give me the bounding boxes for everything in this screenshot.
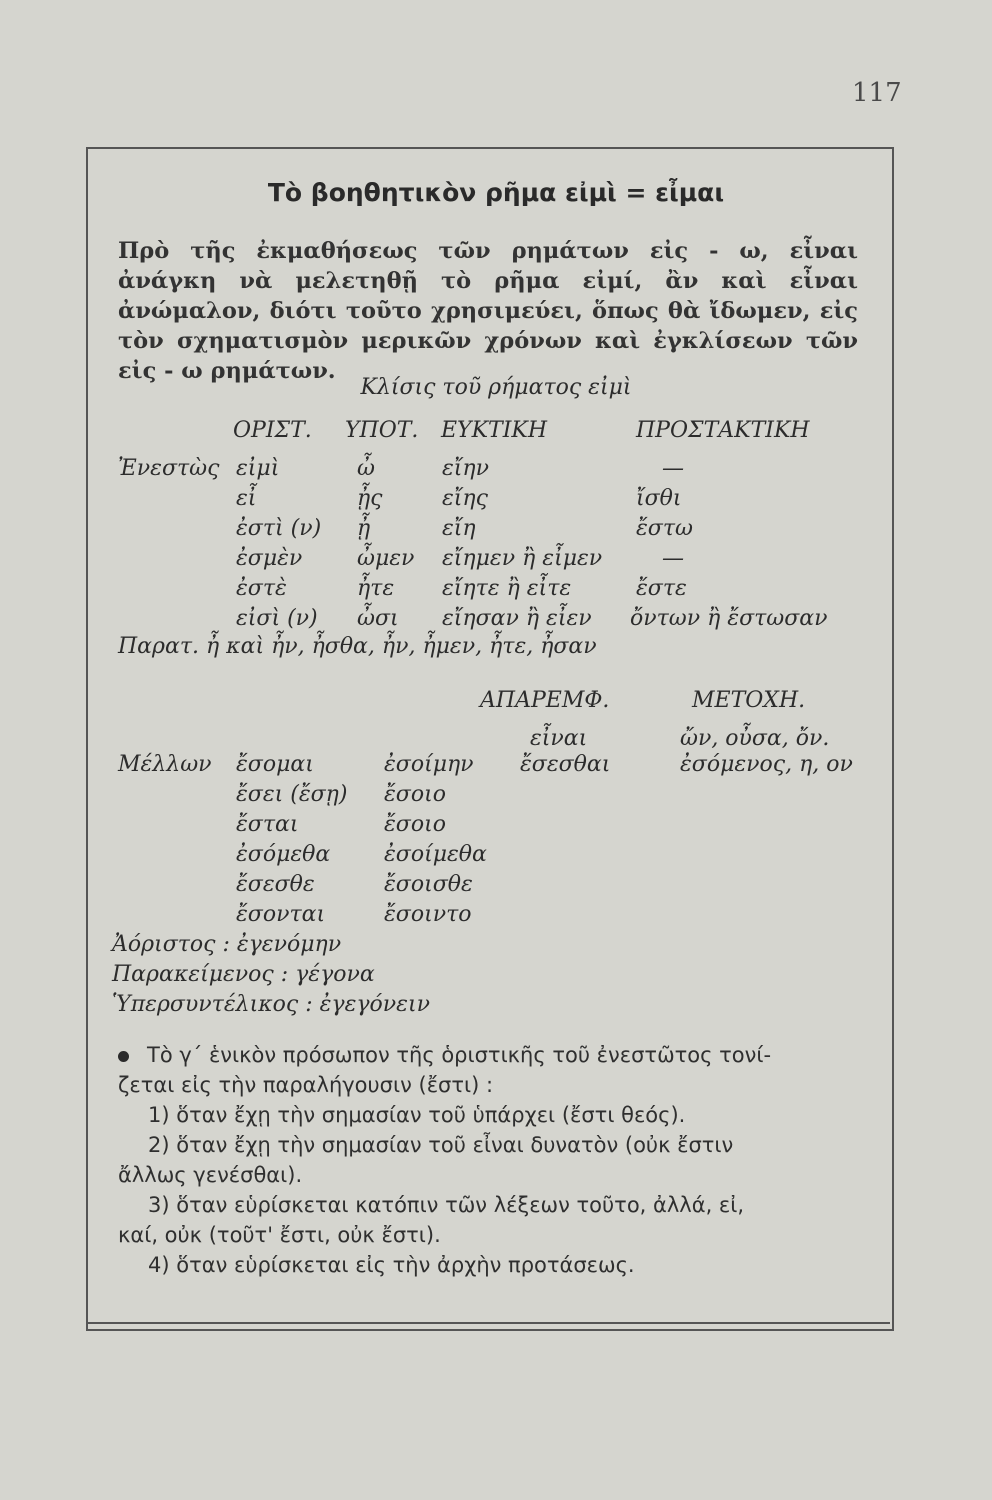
present-prost-1: — (662, 456, 684, 481)
note-rule-2: 2) ὅταν ἔχῃ τὴν σημασίαν τοῦ εἶναι δυνατὸν (οὐκ ἔστιν (148, 1133, 734, 1157)
present-prost-6: ὄντων ἢ ἔστωσαν (630, 606, 828, 631)
present-orist-5: ἐστὲ (236, 576, 287, 601)
note-rule-4: 4) ὅταν εὑρίσκεται εἰς τὴν ἀρχὴν προτάσεως. (148, 1253, 635, 1277)
present-prost-3: ἔστω (636, 516, 693, 541)
present-ypot-1: ὦ (357, 456, 375, 481)
present-ypot-4: ὦμεν (357, 546, 415, 571)
present-label: Ἐνεστὼς (118, 456, 220, 481)
present-ypot-5: ἦτε (357, 576, 395, 601)
note-text-1: Τὸ γ΄ ἑνικὸν πρόσωπον τῆς ὁριστικῆς τοῦ ἐνεστῶτος τονί- (147, 1043, 772, 1067)
future-orist-1: ἔσομαι (236, 752, 314, 777)
future-euk-3: ἔσοιο (384, 812, 446, 837)
future-orist-2: ἔσει (ἔσῃ) (236, 782, 348, 807)
present-euk-3: εἴη (442, 516, 476, 541)
future-euk-1: ἐσοίμην (384, 752, 474, 777)
present-euk-2: εἴης (442, 486, 488, 511)
note-rule-2-cont: ἄλλως γενέσθαι). (118, 1163, 303, 1187)
present-orist-1: εἰμὶ (236, 456, 280, 481)
note-rule-3-cont: καί, οὐκ (τοῦτ' ἔστι, οὐκ ἔστι). (118, 1223, 441, 1247)
present-orist-4: ἐσμὲν (236, 546, 303, 571)
future-orist-6: ἔσονται (236, 902, 326, 927)
present-prost-2: ἴσθι (636, 486, 682, 511)
present-prost-5: ἔστε (636, 576, 687, 601)
imperfect-label: Παρατ. (118, 634, 199, 659)
imperfect-forms: ἦ καὶ ἦν, ἦσθα, ἦν, ἦμεν, ἦτε, ἦσαν (206, 634, 597, 659)
perfect-line: Παρακείμενος : γέγονα (112, 962, 375, 987)
future-label: Μέλλων (118, 752, 212, 777)
future-euk-6: ἔσοιντο (384, 902, 472, 927)
present-euk-1: εἴην (442, 456, 489, 481)
header-ypotaktiki: ΥΠΟΤ. (345, 418, 419, 443)
bullet-icon (118, 1051, 129, 1062)
aorist-line: Ἀόριστος : ἐγενόμην (112, 932, 342, 957)
header-prostaktiki: ΠΡΟΣΤΑΚΤΙΚΗ (636, 418, 810, 443)
present-euk-5: εἴητε ἢ εἶτε (442, 576, 572, 601)
present-euk-6: εἴησαν ἢ εἶεν (442, 606, 592, 631)
note-line-1 (118, 1040, 858, 1070)
future-orist-5: ἔσεσθε (236, 872, 315, 897)
future-euk-2: ἔσοιο (384, 782, 446, 807)
present-orist-2: εἶ (236, 486, 257, 511)
note-rule-1: 1) ὅταν ἔχῃ τὴν σημασίαν τοῦ ὑπάρχει (ἔστι θεός). (148, 1103, 686, 1127)
accent-notes (118, 1040, 858, 1280)
page-number: 117 (852, 78, 902, 108)
future-infinitive: ἔσεσθαι (520, 752, 611, 777)
present-participle: ὤν, οὖσα, ὄν. (680, 726, 830, 751)
header-oristiki: ΟΡΙΣΤ. (233, 418, 312, 443)
header-aparemfato: ΑΠΑΡΕΜΦ. (480, 688, 610, 713)
present-ypot-6: ὦσι (357, 606, 399, 631)
page-title: Τὸ βοηθητικὸν ρῆμα εἰμὶ = εἶμαι (267, 178, 725, 207)
note-rule-3: 3) ὅταν εὑρίσκεται κατόπιν τῶν λέξεων τοῦτο, ἀλλά, εἰ, (148, 1193, 745, 1217)
intro-text: Πρὸ τῆς ἐκμαθήσεως τῶν ρημάτων εἰς - ω, εἶναι ἀνάγκη νὰ μελετηθῇ τὸ ρῆμα εἰμί, ἂν καὶ εἶναι ἀνώμαλον, διότι τοῦτο χρησιμεύει, ὅπως θὰ ἴδωμεν, εἰς τὸν σχηματισμὸν μερικῶν χρόνων καὶ ἐγκλίσεων τῶν εἰς - ω ρημάτων. (118, 238, 858, 384)
present-ypot-3: ᾖ (357, 516, 371, 541)
present-orist-6: εἰσὶ (ν) (236, 606, 318, 631)
present-euk-4: εἴημεν ἢ εἶμεν (442, 546, 603, 571)
header-metochi: ΜΕΤΟΧΗ. (692, 688, 806, 713)
conjugation-title: Κλίσις τοῦ ρήματος εἰμὶ (360, 375, 632, 400)
frame-bottom-rule (86, 1322, 890, 1324)
pluperfect-line: Ὑπερσυντέλικος : ἐγεγόνειν (112, 992, 430, 1017)
note-line-2: ζεται εἰς τὴν παραλήγουσιν (ἔστι) : (118, 1073, 494, 1097)
future-euk-5: ἔσοισθε (384, 872, 473, 897)
present-orist-3: ἐστὶ (ν) (236, 516, 322, 541)
future-orist-4: ἐσόμεθα (236, 842, 331, 867)
future-orist-3: ἔσται (236, 812, 299, 837)
header-euktiki: ΕΥΚΤΙΚΗ (441, 418, 548, 443)
present-infinitive: εἶναι (530, 726, 588, 751)
intro-paragraph (118, 236, 858, 386)
future-euk-4: ἐσοίμεθα (384, 842, 487, 867)
present-prost-4: — (662, 546, 684, 571)
future-participle: ἐσόμενος, η, ον (680, 752, 853, 777)
present-ypot-2: ᾖς (357, 486, 383, 511)
